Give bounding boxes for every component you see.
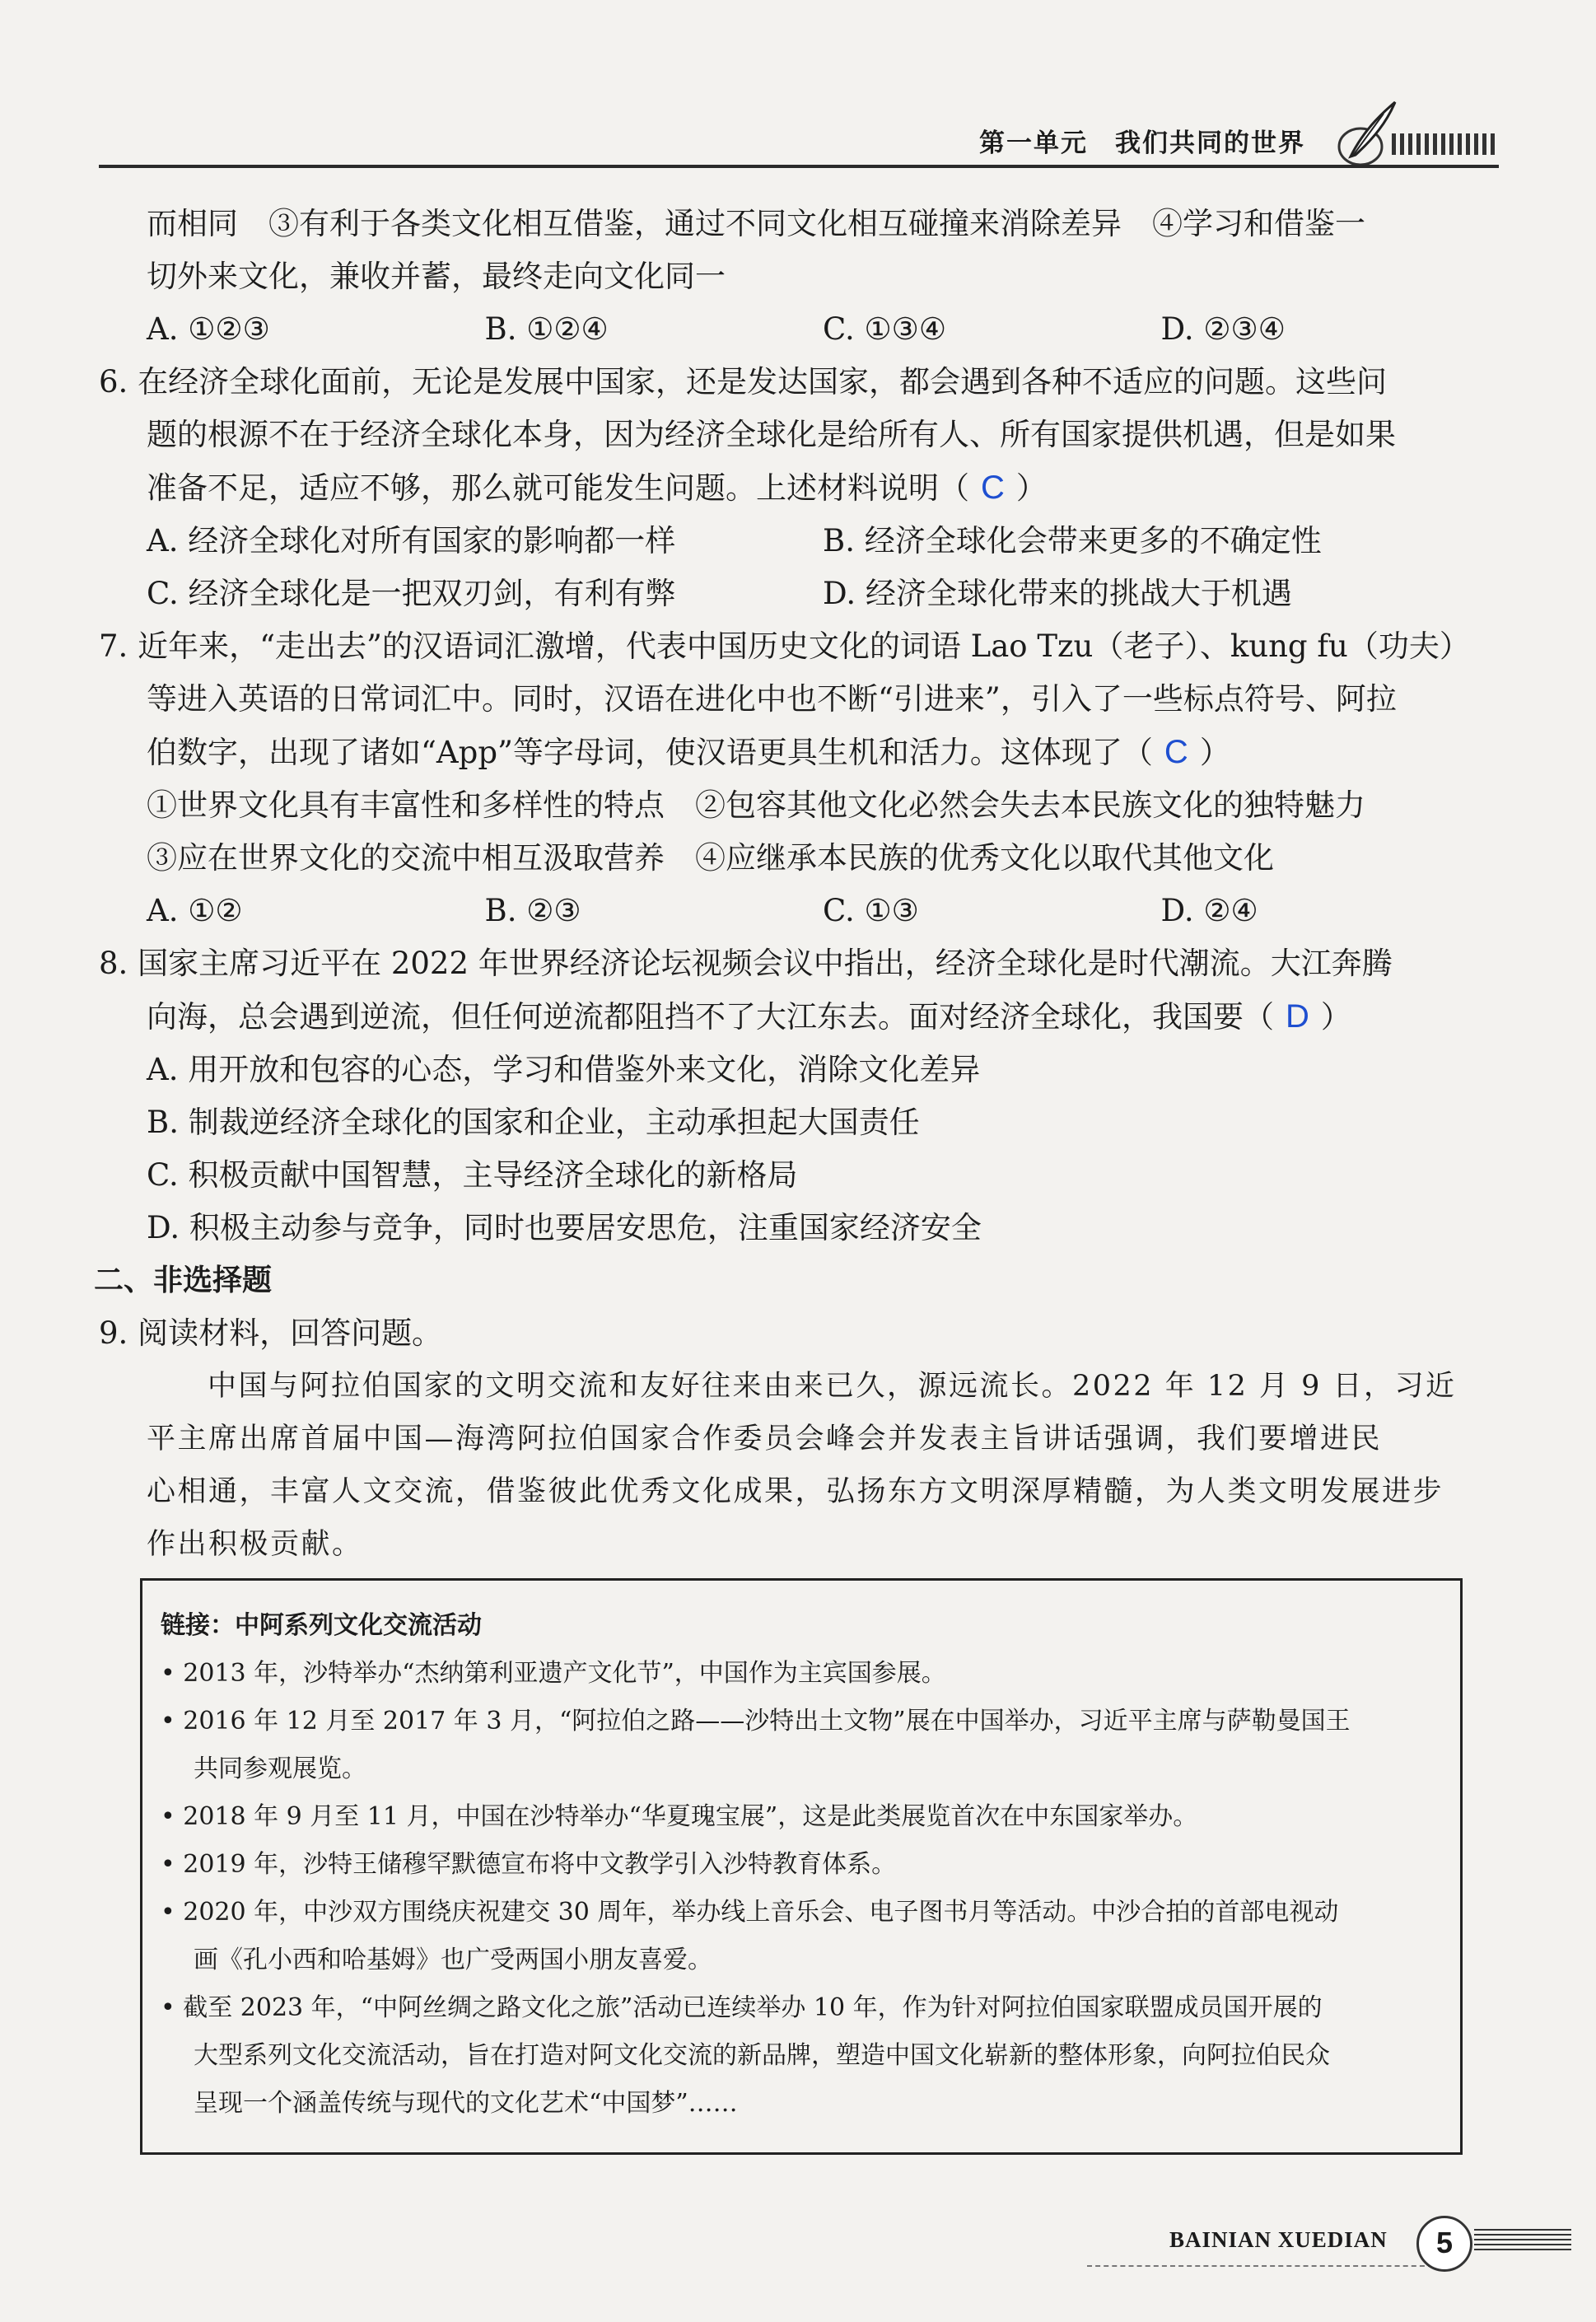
q6-answer: C (981, 470, 1005, 506)
q9-material-line3: 心相通，丰富人文交流，借鉴彼此优秀文化成果，弘扬东方文明深厚精髓，为人类文明发展进步 (147, 1475, 1444, 1508)
link-item-2016: • 2016 年 12 月至 2017 年 3 月，“阿拉伯之路——沙特出土文物”展在中国举办，习近平主席与萨勒曼国王 (161, 1707, 1351, 1736)
q7-line1: 7. 近年来，“走出去”的汉语词汇激增，代表中国历史文化的词语 Lao Tzu（老子）、kung fu（功夫） (99, 628, 1470, 664)
section-title: 二、非选择题 (94, 1264, 273, 1297)
q5-option-b: B. ①②④ (484, 311, 609, 347)
q6-options-row2 (99, 568, 1499, 620)
q9-material (99, 1360, 1499, 1571)
q6-option-c: C. 经济全球化是一把双刃剑，有利有弊 (147, 576, 676, 611)
q8-line2-text: 向海，总会遇到逆流，但任何逆流都阻挡不了大江东去。面对经济全球化，我国要（ (147, 999, 1274, 1035)
q5-option-a: A. ①②③ (147, 311, 270, 347)
link-item-2020: • 2020 年，中沙双方围绕庆祝建交 30 周年，举办线上音乐会、电子图书月等活动。中沙合拍的首部电视动 (161, 1898, 1339, 1927)
q5-options (99, 303, 1499, 356)
link-item-2019: • 2019 年，沙特王储穆罕默德宣布将中文教学引入沙特教育体系。 (161, 1850, 897, 1879)
q9-material-line2: 平主席出席首届中国—海湾阿拉伯国家合作委员会峰会并发表主旨讲话强调，我们要增进民 (147, 1423, 1383, 1455)
q5-option-d: D. ②③④ (1160, 311, 1286, 347)
link-item-2023-cont2: 呈现一个涵盖传统与现代的文化艺术“中国梦”…… (194, 2089, 738, 2118)
q6-options-row1 (99, 515, 1499, 568)
q7-option-b: B. ②③ (484, 893, 581, 928)
page-number: 5 (1416, 2216, 1472, 2272)
link-item-2023: • 截至 2023 年，“中阿丝绸之路文化之旅”活动已连续举办 10 年，作为针对阿拉伯国家联盟成员国开展的 (161, 1993, 1323, 2022)
q7-line3 (99, 726, 1499, 779)
q6-line3-close: ） (1015, 470, 1047, 506)
q6-option-a: A. 经济全球化对所有国家的影响都一样 (147, 523, 676, 558)
q7-line2: 等进入英语的日常词汇中。同时，汉语在进化中也不断“引进来”，引入了一些标点符号、阿拉 (147, 681, 1397, 717)
q7-option-d: D. ②④ (1160, 893, 1258, 928)
q6-line3 (99, 461, 1499, 515)
q8-option-c: C. 积极贡献中国智慧，主导经济全球化的新格局 (147, 1157, 798, 1193)
page-header (99, 115, 1499, 173)
q7-statements-2: ③应在世界文化的交流中相互汲取营养 ④应继承本民族的优秀文化以取代其他文化 (147, 840, 1274, 876)
q7-line3-close: ） (1199, 735, 1230, 770)
q8-option-d: D. 积极主动参与竞争，同时也要居安思危，注重国家经济安全 (147, 1210, 982, 1245)
q6-line1: 6. 在经济全球化面前，无论是发展中国家，还是发达国家，都会遇到各种不适应的问题。这些问 (99, 364, 1388, 399)
quill-pen-icon (1326, 99, 1400, 173)
q5-option-c: C. ①③④ (823, 311, 947, 347)
link-box (140, 1578, 1463, 2155)
q8-option-a: A. 用开放和包容的心态，学习和借鉴外来文化，消除文化差异 (147, 1052, 981, 1087)
header-rule (99, 165, 1499, 168)
q9-material-line1: 中国与阿拉伯国家的文明交流和友好往来由来已久，源远流长。2022 年 12 月 9 日，习近 (208, 1370, 1457, 1403)
link-item-2023-cont1: 大型系列文化交流活动，旨在打造对阿文化交流的新品牌，塑造中国文化崭新的整体形象，向阿拉伯民众 (194, 2041, 1330, 2070)
q7-option-a: A. ①② (147, 893, 243, 928)
main-content (94, 198, 1499, 1571)
q5-line1: 而相同 ③有利于各类文化相互借鉴，通过不同文化相互碰撞来消除差异 ④学习和借鉴一 (147, 206, 1365, 241)
q8-line2 (99, 990, 1499, 1044)
link-box-title: 链接：中阿系列文化交流活动 (161, 1611, 482, 1640)
q6-line3-text: 准备不足，适应不够，那么就可能发生问题。上述材料说明（ (147, 470, 969, 506)
q8-line1: 8. 国家主席习近平在 2022 年世界经济论坛视频会议中指出，经济全球化是时代潮流。大江奔腾 (99, 946, 1393, 981)
q7-line3-text: 伯数字，出现了诸如“App”等字母词，使汉语更具生机和活力。这体现了（ (147, 735, 1153, 770)
q5-line2: 切外来文化，兼收并蓄，最终走向文化同一 (147, 259, 726, 294)
header-stripes (1392, 133, 1499, 155)
q7-options (99, 885, 1499, 937)
link-item-2018: • 2018 年 9 月至 11 月，中国在沙特举办“华夏瑰宝展”，这是此类展览首次在中东国家举办。 (161, 1802, 1198, 1831)
q7-option-c: C. ①③ (823, 893, 919, 928)
q7-statements-1: ①世界文化具有丰富性和多样性的特点 ②包容其他文化必然会失去本民族文化的独特魅力 (147, 787, 1365, 823)
q6-option-d: D. 经济全球化带来的挑战大于机遇 (823, 576, 1292, 611)
q8-line2-close: ） (1320, 999, 1351, 1035)
link-item-2020-cont: 画《孔小西和哈基姆》也广受两国小朋友喜爱。 (194, 1946, 712, 1974)
q6-option-b: B. 经济全球化会带来更多的不确定性 (823, 523, 1322, 558)
page-footer (1087, 2216, 1581, 2282)
link-item-2013: • 2013 年，沙特举办“杰纳第利亚遗产文化节”，中国作为主宾国参展。 (161, 1659, 946, 1688)
footer-brand: BAINIAN XUEDIAN (1169, 2227, 1388, 2252)
link-item-2016-cont: 共同参观展览。 (194, 1754, 366, 1783)
q8-option-b: B. 制裁逆经济全球化的国家和企业，主动承担起大国责任 (147, 1105, 920, 1140)
unit-title: 第一单元 我们共同的世界 (979, 128, 1305, 158)
footer-dashed-rule (1087, 2265, 1433, 2267)
q9-material-line4: 作出积极贡献。 (147, 1528, 363, 1561)
q6-line2: 题的根源不在于经济全球化本身，因为经济全球化是给所有人、所有国家提供机遇，但是如果 (147, 417, 1396, 452)
q9-stem: 9. 阅读材料，回答问题。 (99, 1315, 443, 1351)
q8-answer: D (1286, 998, 1309, 1035)
footer-stripes (1474, 2229, 1571, 2250)
q7-answer: C (1164, 734, 1188, 770)
